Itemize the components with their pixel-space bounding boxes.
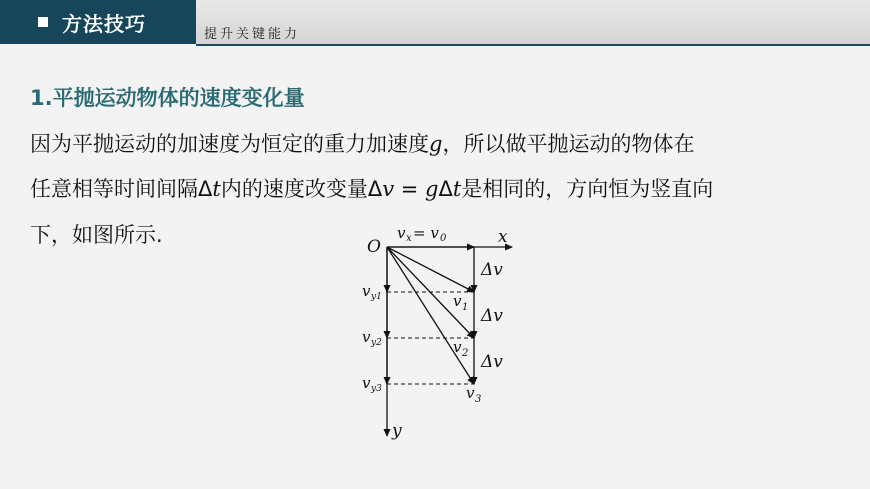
v1-sub: 1 bbox=[462, 302, 469, 313]
paragraph-line-1 bbox=[30, 128, 694, 158]
text-span: = bbox=[394, 177, 426, 201]
math-var: t bbox=[452, 177, 462, 201]
v1-main: v bbox=[453, 292, 462, 310]
text-span: 是相同的，方向恒为竖直向 bbox=[461, 177, 714, 201]
v3-label bbox=[466, 384, 481, 405]
v1-label bbox=[453, 292, 468, 313]
text-span: 因为平抛运动的加速度为恒定的重力加速度 bbox=[30, 132, 429, 156]
v3-sub: 3 bbox=[475, 394, 482, 405]
vy1-label bbox=[362, 282, 382, 302]
vx-eq: = v bbox=[413, 224, 439, 242]
dv-label-1: Δv bbox=[481, 260, 503, 280]
header-divider bbox=[196, 44, 870, 46]
vx-sub: x bbox=[406, 233, 412, 244]
x-axis-label: x bbox=[498, 227, 508, 247]
vy1-main: v bbox=[362, 282, 371, 300]
math-var: t bbox=[212, 177, 221, 201]
paragraph-line-3: 下，如图所示. bbox=[30, 223, 163, 247]
v2-sub: 2 bbox=[462, 348, 469, 359]
velocity-diagram bbox=[355, 218, 525, 443]
math-var: g bbox=[429, 132, 443, 156]
v1-arrow bbox=[387, 247, 474, 292]
text-span: ，所以做平抛运动的物体在 bbox=[442, 132, 695, 156]
square-bullet-icon bbox=[38, 17, 48, 27]
math-var: v bbox=[382, 177, 395, 201]
math-var: g bbox=[425, 177, 439, 201]
header-title: 方法技巧 bbox=[62, 12, 146, 36]
text-span: 内的速度改变量Δ bbox=[220, 177, 383, 201]
vy3-main: v bbox=[362, 374, 371, 392]
vy2-label bbox=[362, 328, 382, 348]
vx-main: v bbox=[397, 224, 406, 242]
section-heading: 1.平抛运动物体的速度变化量 bbox=[30, 86, 305, 110]
text-span: Δ bbox=[438, 177, 453, 201]
vy2-sub: y2 bbox=[371, 338, 382, 348]
y-axis-label: y bbox=[392, 421, 402, 441]
vx-sub0: 0 bbox=[440, 233, 447, 244]
vy3-label bbox=[362, 374, 382, 394]
origin-label: O bbox=[367, 237, 381, 257]
v2-main: v bbox=[453, 338, 462, 356]
v3-main: v bbox=[466, 384, 475, 402]
vy3-sub: y3 bbox=[371, 384, 382, 394]
header-subtitle: 提升关键能力 bbox=[204, 27, 301, 42]
header-tab bbox=[0, 0, 196, 44]
v2-label bbox=[453, 338, 468, 359]
text-span: 任意相等时间间隔Δ bbox=[30, 177, 213, 201]
v3-arrow bbox=[387, 247, 474, 384]
vy1-sub: y1 bbox=[371, 292, 382, 302]
vy2-main: v bbox=[362, 328, 371, 346]
dv-label-3: Δv bbox=[481, 352, 503, 372]
dv-label-2: Δv bbox=[481, 306, 503, 326]
vx-label bbox=[397, 224, 447, 244]
paragraph-line-2 bbox=[30, 173, 713, 203]
